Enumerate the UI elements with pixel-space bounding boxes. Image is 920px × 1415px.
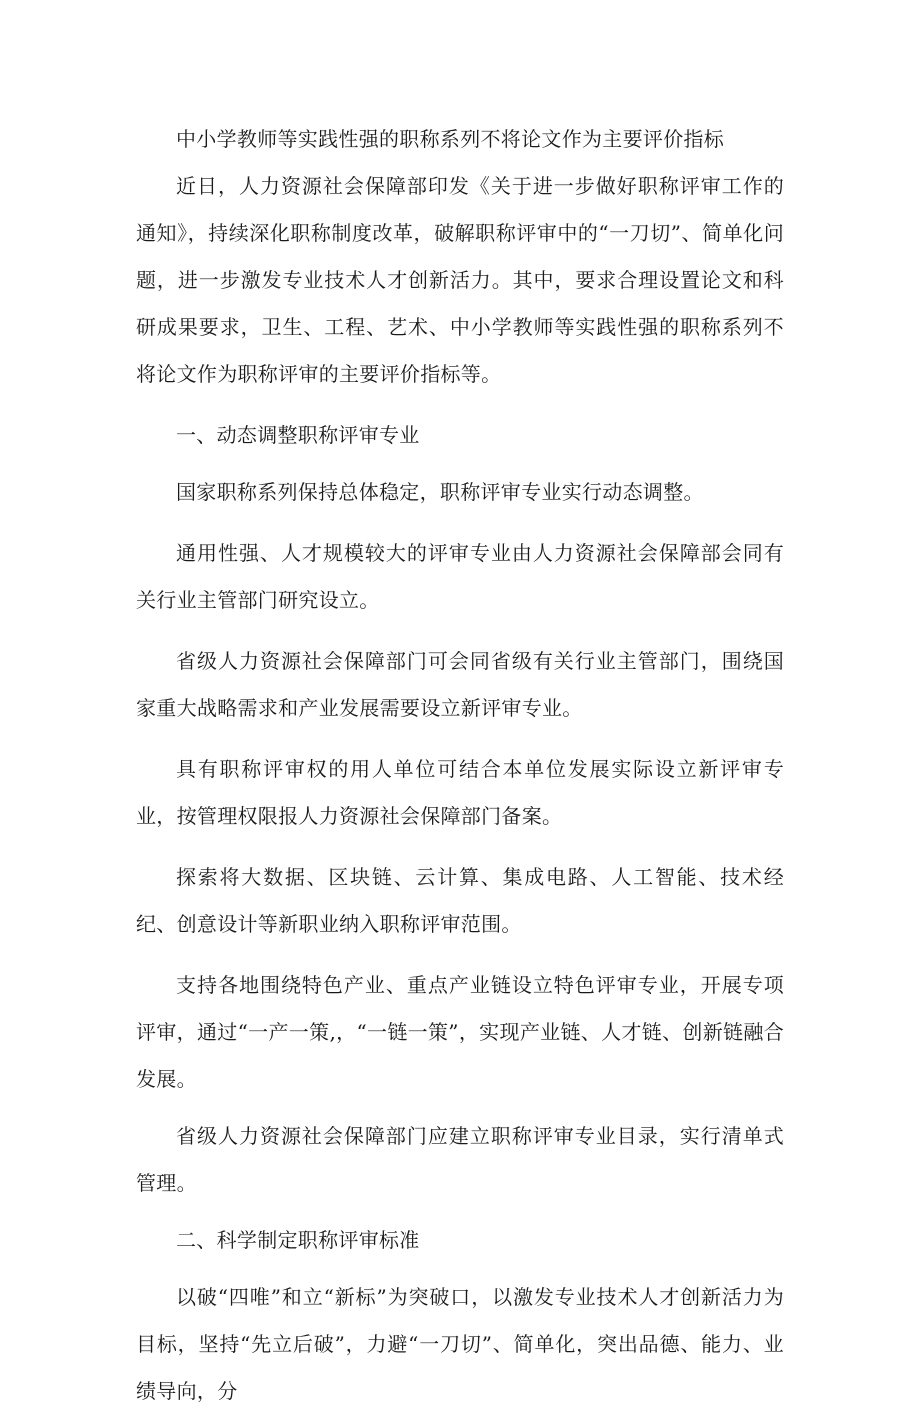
section-heading-2: 二、科学制定职称评审标准 (176, 1228, 420, 1252)
document-title: 中小学教师等实践性强的职称系列不将论文作为主要评价指标 (176, 127, 725, 151)
paragraph-intro: 近日，人力资源社会保障部印发《关于进一步做好职称评审工作的通知》，持续深化职称制度改革，破解职称评审中的“一刀切”、简单化问题，进一步激发专业技术人才创新活力。其中，要求合理设置论文和科研成果要求，卫生、工程、艺术、中小学教师等实践性强的职称系列不将论文作为职称评审的主要评价指标等。 (136, 174, 784, 386)
paragraph: 以破“四唯”和立“新标”为突破口，以激发专业技术人才创新活力为目标，坚持“先立后破”，力避“一刀切”、简单化，突出品德、能力、业绩导向，分 (136, 1285, 784, 1403)
paragraph: 省级人力资源社会保障部门应建立职称评审专业目录，实行清单式管理。 (136, 1124, 784, 1195)
document-body (136, 116, 784, 1415)
paragraph: 探索将大数据、区块链、云计算、集成电路、人工智能、技术经纪、创意设计等新职业纳入职称评审范围。 (136, 865, 784, 936)
paragraph: 通用性强、人才规模较大的评审专业由人力资源社会保障部会同有关行业主管部门研究设立。 (136, 541, 784, 612)
paragraph: 支持各地围绕特色产业、重点产业链设立特色评审专业，开展专项评审，通过“一产一策,，“一链一策”，实现产业链、人才链、创新链融合发展。 (136, 973, 784, 1091)
paragraph: 省级人力资源社会保障部门可会同省级有关行业主管部门，围绕国家重大战略需求和产业发展需要设立新评审专业。 (136, 649, 784, 720)
section-heading-1: 一、动态调整职称评审专业 (176, 423, 420, 447)
paragraph: 具有职称评审权的用人单位可结合本单位发展实际设立新评审专业，按管理权限报人力资源社会保障部门备案。 (136, 757, 784, 828)
paragraph: 国家职称系列保持总体稳定，职称评审专业实行动态调整。 (176, 480, 704, 504)
